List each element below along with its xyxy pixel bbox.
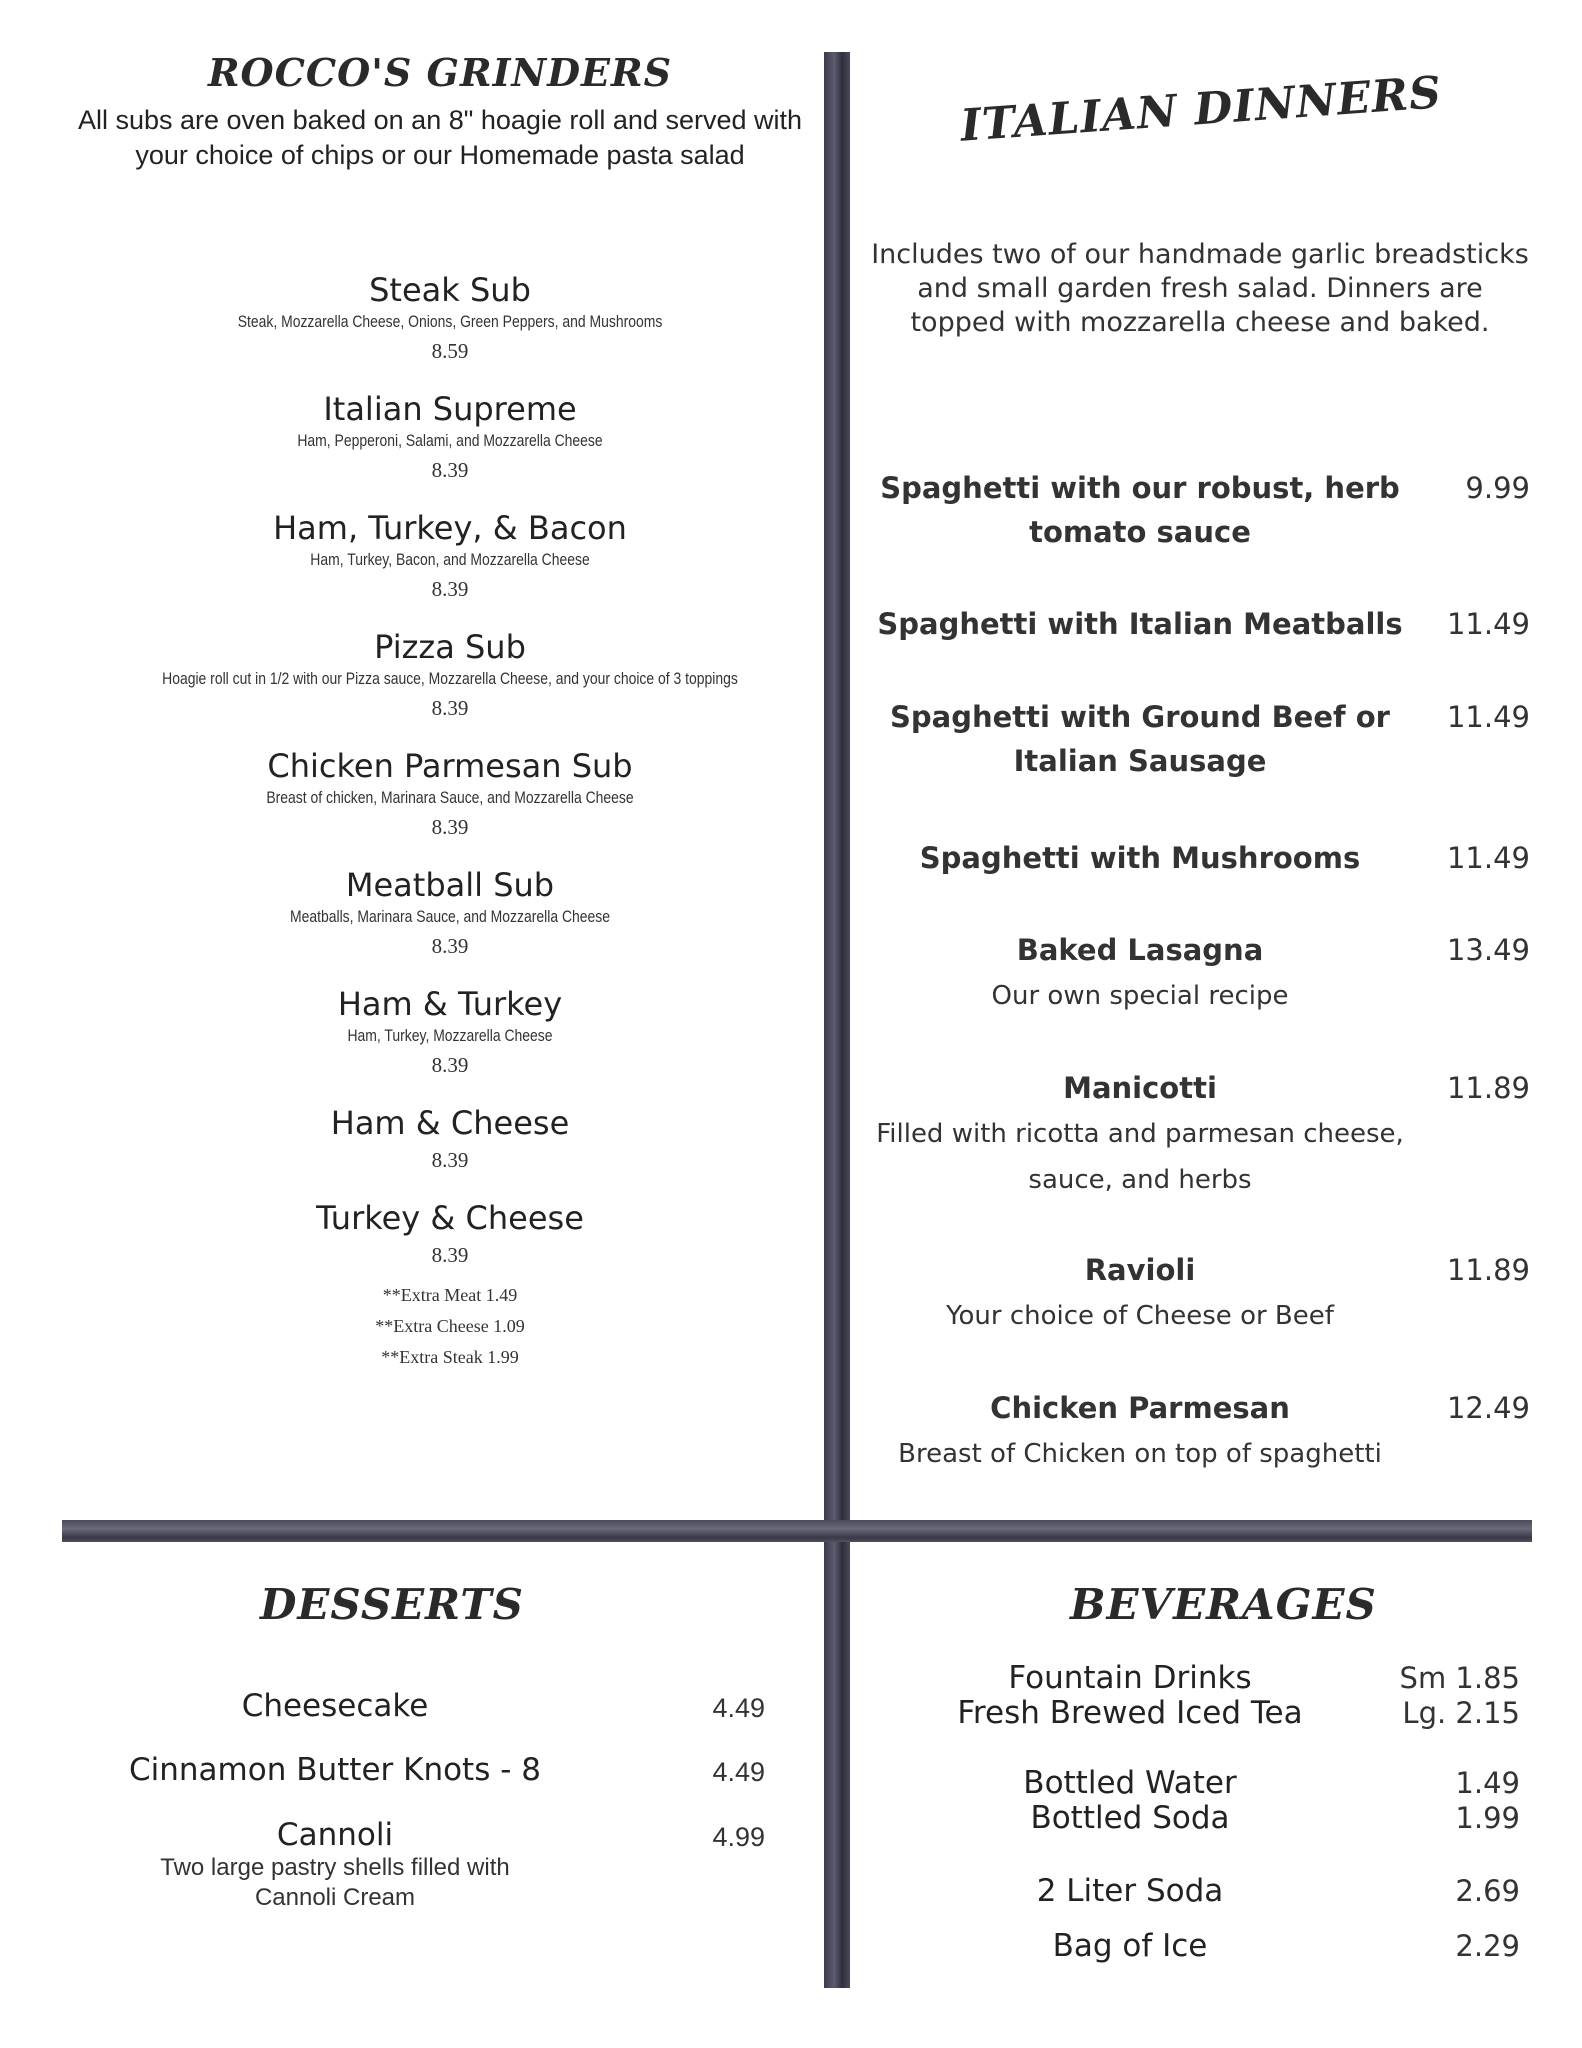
beverage-price: Lg. 2.15 (1402, 1696, 1520, 1730)
sub-item (60, 389, 840, 487)
sub-price: 8.39 (431, 934, 469, 958)
dinner-name: Ravioli (1084, 1253, 1196, 1287)
dinner-price: 11.49 (1446, 700, 1530, 734)
dinner-price: 13.49 (1446, 933, 1530, 967)
beverages-title: BEVERAGES (1070, 1580, 1377, 1629)
sub-price: 8.39 (431, 1053, 469, 1077)
dinners-intro: Includes two of our handmade garlic breadsticks and small garden fresh salad. Dinners are topped with mozzarella cheese and baked. (871, 239, 1529, 338)
sub-price: 8.59 (431, 339, 469, 363)
grinders-intro-line2: your choice of chips or our Homemade pasta salad (135, 140, 745, 170)
dinner-desc: Your choice of Cheese or Beef (946, 1301, 1334, 1331)
sub-price: 8.39 (431, 458, 469, 482)
dessert-desc-cont: Cannoli Cream (254, 1884, 416, 1911)
dinner-price: 11.49 (1446, 841, 1530, 875)
extra-steak: **Extra Steak 1.99 (381, 1347, 519, 1367)
sub-price: 8.39 (431, 815, 469, 839)
dessert-price: 4.49 (712, 1693, 765, 1723)
dinner-price: 11.49 (1446, 607, 1530, 641)
sub-price: 8.39 (431, 696, 469, 720)
dinners-title: ITALIAN DINNERS (958, 67, 1444, 152)
sub-item (60, 1103, 840, 1177)
sub-item (60, 746, 840, 844)
sub-desc: Ham, Turkey, Bacon, and Mozzarella Cheese (310, 550, 590, 569)
sub-item (60, 865, 840, 963)
sub-item (60, 270, 840, 368)
sub-name: Chicken Parmesan Sub (267, 747, 633, 785)
beverage-name: 2 Liter Soda (1036, 1873, 1224, 1909)
grinders-intro-line1: All subs are oven baked on an 8" hoagie roll and served with (77, 105, 803, 135)
beverage-price: Sm 1.85 (1399, 1661, 1520, 1695)
dessert-name: Cinnamon Butter Knots - 8 (129, 1752, 541, 1788)
extra-cheese: **Extra Cheese 1.09 (375, 1316, 525, 1336)
sub-name: Pizza Sub (374, 628, 526, 666)
extra-meat: **Extra Meat 1.49 (382, 1285, 518, 1305)
dessert-price: 4.49 (712, 1757, 765, 1787)
dinner-name: Spaghetti with our robust, herb (880, 471, 1400, 505)
beverage-price: 2.69 (1455, 1874, 1520, 1908)
dinner-name: Spaghetti with Italian Meatballs (877, 607, 1403, 641)
sub-name: Ham & Cheese (330, 1104, 570, 1142)
sub-price: 8.39 (431, 1148, 469, 1172)
dinner-price: 12.49 (1446, 1391, 1530, 1425)
sub-desc: Breast of chicken, Marinara Sauce, and Mozzarella Cheese (266, 788, 634, 807)
sub-desc: Ham, Pepperoni, Salami, and Mozzarella Cheese (297, 431, 603, 450)
sub-price: 8.39 (431, 577, 469, 601)
beverage-name: Bottled Soda (1030, 1800, 1230, 1836)
sub-item (60, 984, 840, 1082)
dinner-name: Manicotti (1063, 1071, 1217, 1105)
dessert-price: 4.99 (712, 1822, 765, 1852)
desserts-title: DESSERTS (260, 1580, 524, 1629)
dinner-name: Spaghetti with Mushrooms (919, 841, 1361, 875)
sub-item (60, 627, 840, 725)
sub-desc: Hoagie roll cut in 1/2 with our Pizza sauce, Mozzarella Cheese, and your choice of 3 toppings (162, 669, 738, 688)
dinner-name-cont: tomato sauce (1029, 515, 1251, 549)
sub-desc: Steak, Mozzarella Cheese, Onions, Green Peppers, and Mushrooms (237, 312, 663, 331)
dinner-desc-cont: sauce, and herbs (1028, 1165, 1252, 1195)
sub-name: Ham, Turkey, & Bacon (273, 509, 627, 547)
sub-name: Meatball Sub (345, 866, 555, 904)
dinner-desc: Breast of Chicken on top of spaghetti (898, 1439, 1382, 1469)
dessert-name: Cannoli (276, 1817, 394, 1853)
beverage-name: Fresh Brewed Iced Tea (957, 1695, 1303, 1731)
dinner-desc: Filled with ricotta and parmesan cheese, (876, 1119, 1404, 1149)
grinders-list (60, 270, 840, 1373)
sub-desc: Meatballs, Marinara Sauce, and Mozzarella Cheese (289, 907, 611, 926)
dinner-price: 9.99 (1465, 471, 1530, 505)
dinner-price: 11.89 (1446, 1071, 1530, 1105)
dinner-price: 11.89 (1446, 1253, 1530, 1287)
dinner-name: Baked Lasagna (1016, 933, 1264, 967)
beverage-name: Fountain Drinks (1008, 1660, 1252, 1696)
dessert-name: Cheesecake (241, 1688, 429, 1724)
sub-item (60, 508, 840, 606)
sub-item (60, 1198, 840, 1272)
grinders-header (70, 50, 810, 173)
beverage-price: 2.29 (1455, 1929, 1520, 1963)
sub-desc: Ham, Turkey, Mozzarella Cheese (347, 1026, 553, 1045)
dinner-name-cont: Italian Sausage (1013, 744, 1267, 778)
beverage-name: Bottled Water (1023, 1765, 1237, 1801)
dinner-name: Spaghetti with Ground Beef or (890, 700, 1390, 734)
grinders-title: ROCCO'S GRINDERS (207, 50, 673, 95)
extras-list (60, 1280, 840, 1373)
sub-name: Steak Sub (369, 271, 531, 309)
beverage-price: 1.49 (1455, 1766, 1520, 1800)
sub-name: Italian Supreme (323, 390, 577, 428)
beverage-name: Bag of Ice (1052, 1928, 1208, 1964)
sub-name: Ham & Turkey (337, 985, 563, 1023)
horizontal-divider (62, 1520, 1532, 1542)
dinner-desc: Our own special recipe (991, 981, 1289, 1011)
sub-name: Turkey & Cheese (316, 1199, 584, 1237)
sub-price: 8.39 (431, 1243, 469, 1267)
dinner-name: Chicken Parmesan (990, 1391, 1290, 1425)
beverage-price: 1.99 (1455, 1801, 1520, 1835)
dessert-desc: Two large pastry shells filled with (160, 1854, 510, 1881)
